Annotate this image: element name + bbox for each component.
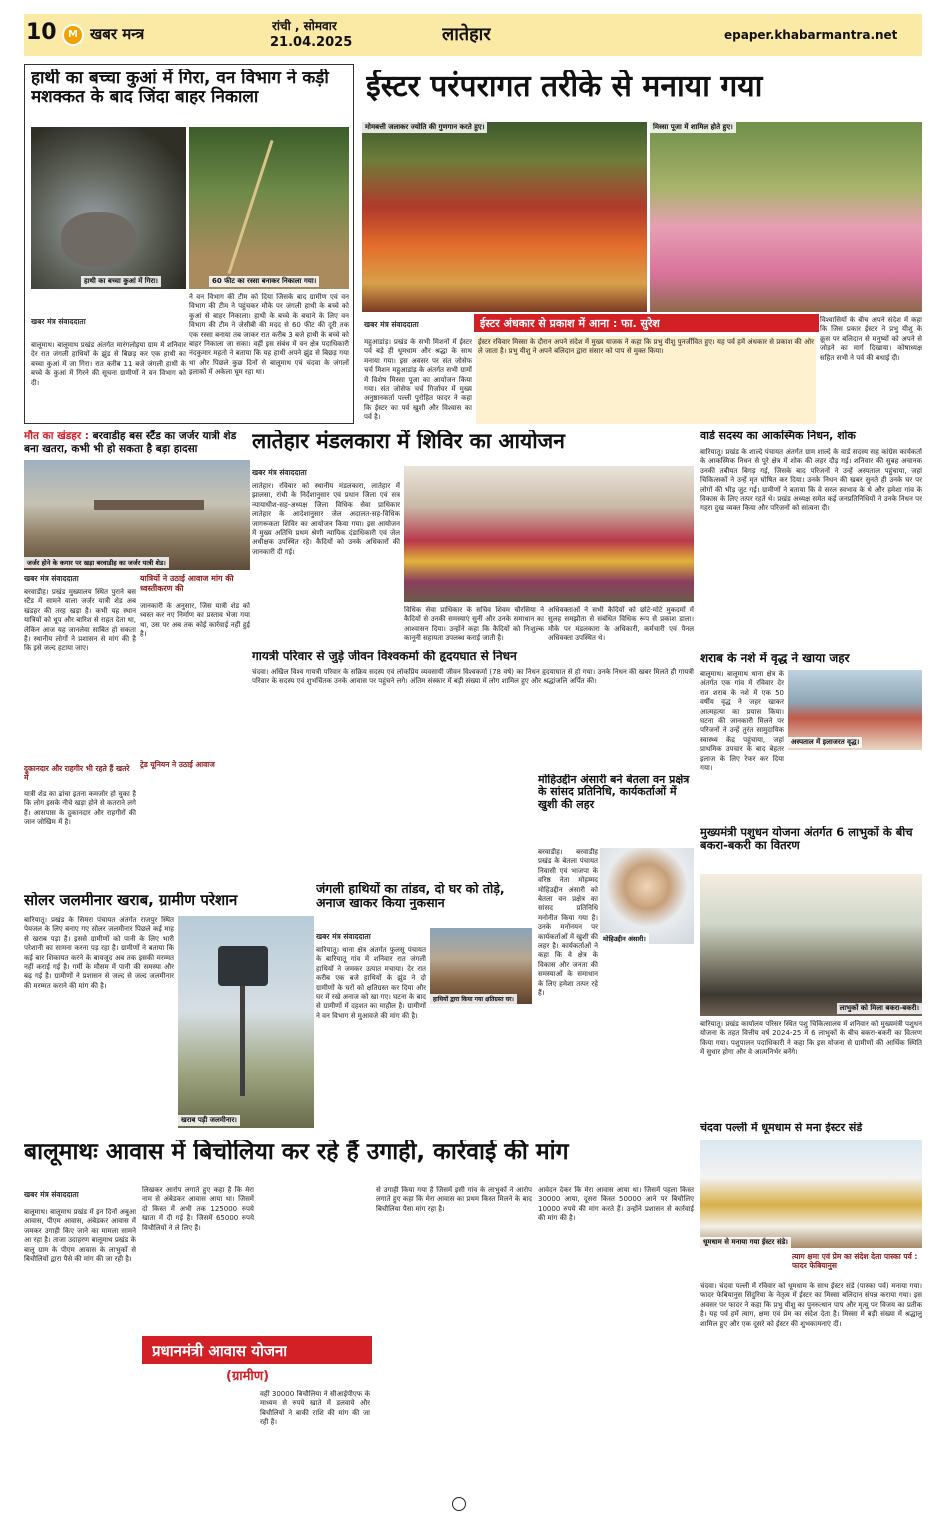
mohiuddin-story bbox=[538, 774, 694, 1112]
baby-elephant-shape bbox=[61, 212, 136, 267]
pmay-ad bbox=[142, 1336, 372, 1388]
chandwa-caption: धूमधाम से मनाया गया ईस्टर संडे। bbox=[700, 1237, 791, 1248]
chandwa-story bbox=[700, 1122, 922, 1500]
camp-photo bbox=[404, 466, 694, 602]
epaper-url[interactable]: epaper.khabarmantra.net bbox=[724, 28, 898, 42]
shed-roof bbox=[94, 500, 204, 510]
pmay-title: प्रधानमंत्री आवास योजना bbox=[152, 1342, 288, 1360]
wild-elephant-byline: खबर मंत्र संवाददाता bbox=[316, 932, 371, 941]
awas-body-4: से उगाही किया गया है जिसमें इसी गांव के लाभुकों ने आरोप लगाते हुए कहा कि मेरा आवास का प्रथम किस्त मिलने के बाद बिचौलिया पैसा मांग रहा है। bbox=[376, 1186, 532, 1213]
elephant-headline: हाथी का बच्चा कुआं में गिरा, वन विभाग ने कड़ी मशक्कत के बाद जिंदा बाहर निकाला bbox=[31, 69, 329, 108]
solar-caption: खराब पड़ी जलमीनार। bbox=[178, 1115, 240, 1126]
elephant-body-2: ने वन विभाग की टीम को दिया जिसके बाद ग्रामीण एवं वन विभाग की टीम ने पहुंचकर मौके पर जंगली हाथी के बच्चे को कुआं से बाहर निकाला। हाथी के बच्चे के बचाने के लिए वन विभाग की टीम ने जेसीबी की मदद से 60 फीट की दूरी तक एक रस्सा बनाया तब जाकर रात करीब 3 बजे हाथी के बच्चे को बाहर निकाला जा सका। वहीं इस संबंध में वन क्षेत्र पदाधिकारी नंदकुमार महतो ने बताया कि यह हाथी अपने झुंड से बिछड़ गया था और पिछले कुछ दिनों से बालूमाथ एवं चंदवा के जंगलों इलाकों में अकेला घूम रहा था। bbox=[189, 293, 349, 377]
water-tank-shape bbox=[218, 946, 268, 986]
bus-stand-sub-1: यात्रियों ने उठाई आवाज मांग की ध्वस्तीकरण की bbox=[140, 574, 234, 593]
brand-name: खबर मन्त्र bbox=[90, 25, 145, 43]
chandwa-headline: चंदवा पल्ली में धूमधाम से मना ईस्टर संडे bbox=[700, 1122, 863, 1134]
elephant-story bbox=[24, 64, 354, 424]
wild-elephant-body: बारियातू। थाना क्षेत्र अंतर्गत फुलसू पंचायत के बारियातू गांव में शनिवार रात जंगली हाथियों ने जमकर उत्पात मचाया। देर रात करीब एक बजे हाथियों के झुंड ने दो ग्रामीणों के घरों को क्षतिग्रस्त कर दिया और घर में रखे अनाज को खा गए। घटना के बाद से ग्रामीणों में दहशत का माहौल है। ग्रामीणों ने वन विभाग से मुआवजे की मांग की है। bbox=[316, 946, 426, 1020]
damaged-house-caption: हाथियों द्वारा किया गया क्षतिग्रस्त घर। bbox=[430, 994, 517, 1004]
camp-body-3: अधिवक्ताओं ने सभी कैदियों को छोटे-मोटे मुकदमों में सुलह समझौता से संबंधित विधिक रूप से प्रकाश डाला। मौके पर मंडलकारा के अधिकारी, कर्मचारी एवं पैनल अधिवक्ता उपस्थित थे। bbox=[548, 606, 694, 643]
page-number: 10 bbox=[26, 20, 57, 45]
goat-headline: मुख्यमंत्री पशुधन योजना अंतर्गत 6 लाभुकों के बीच बकरा-बकरी का वितरण bbox=[700, 826, 913, 852]
candle-photo-caption: मोमबत्ती जलाकर ज्योति की गुणगान करते हुए। bbox=[362, 122, 487, 133]
solar-headline: सोलर जलमीनार खराब, ग्रामीण परेशान bbox=[24, 892, 238, 909]
easter-banner bbox=[474, 314, 819, 332]
bus-shed-photo bbox=[24, 460, 250, 570]
bus-stand-sub-3: ट्रेड यूनियन ने उठाई आवाज bbox=[140, 760, 215, 769]
easter-byline: खबर मंत्र संवाददाता bbox=[364, 320, 419, 329]
chandwa-sub: त्याग क्षमा एवं प्रेम का संदेश देता पास्का पर्व : फादर फेबियानुस bbox=[792, 1252, 918, 1270]
easter-body-3: विश्वासियों के बीच अपने संदेश में कहा कि जिस प्रकार ईस्टर ने प्रभु यीशु के क्रूस पर बलिदान से मनुष्यों को अपने से जोड़ने का मार्ग दिखाया। कोषाध्यक्ष सहित सभी ने पर्व की बधाई दी। bbox=[820, 316, 922, 362]
goat-story bbox=[700, 826, 922, 1118]
bus-shed-caption: जर्जर होने के कगार पर खड़ा बरवाडीह का जर्जर यात्री शेड। bbox=[24, 557, 169, 568]
elephant-byline: खबर मंत्र संवाददाता bbox=[31, 317, 86, 326]
bus-stand-headline-red: मौत का खंडहर : bbox=[24, 430, 90, 442]
camp-headline: लातेहार मंडलकारा में शिविर का आयोजन bbox=[252, 430, 565, 453]
drunk-story bbox=[700, 652, 922, 818]
easter-body-1: महुआडांड़। प्रखंड के सभी मिशनों में ईस्टर पर्व बड़े ही धूमधाम और श्रद्धा के साथ मनाया गया। इस अवसर पर संत जोसेफ चर्च मिशन महुआडांड़ के अंतर्गत सभी ग्रामों में विशेष मिस्सा पूजा का आयोजन किया गया। संत जोसेफ चर्च गिर्जाघर में मुख्य अनुष्ठानकर्ता पल्ली पुरोहित फादर ने कहा कि ईस्टर का पर्व खुशी और विश्वास का पर्व है। bbox=[364, 338, 472, 422]
hospital-photo bbox=[788, 670, 922, 750]
mass-photo-caption: मिस्सा पूजा में शामिल होते हुए। bbox=[650, 122, 736, 133]
easter-banner-text: ईस्टर अंधकार से प्रकाश में आना : फा. सुरेश bbox=[480, 317, 660, 330]
place-day: रांची , सोमवार bbox=[272, 19, 337, 33]
goat-caption: लाभुकों को मिला बकरा-बकरी। bbox=[837, 1003, 922, 1014]
elephant-body-1: बालूमाथ। बालूमाथ प्रखंड अंतर्गत मारंगलोइया ग्राम में शनिवार देर रात जंगली हाथियों के झुंड से बिछड़ कर एक हाथी का बच्चा कुआं में जा गिरा। रात करीब 11 बजे जंगली हाथी के बच्चे के कुआं में गिरने की सूचना ग्रामीणों ने वन विभाग को दी। bbox=[31, 341, 186, 387]
drunk-headline: शराब के नशे में वृद्ध ने खाया जहर bbox=[700, 652, 850, 665]
ward-member-headline: वार्ड सदस्य का आकस्मिक निधन, शोक bbox=[700, 430, 856, 442]
solar-body: बारियातू। प्रखंड के सिमरा पंचायत अंतर्गत राजपुर स्थित पेयजल के लिए बनाए गए सोलर जलमीनार पिछले कई माह से खराब पड़ा है। इससे ग्रामीणों को पानी के लिए भारी परेशानी का सामना करना पड़ रहा है। ग्रामीणों ने बताया कि कई बार शिकायत करने के बावजूद अब तक इसकी मरम्मत नहीं कराई गई है। गर्मी के मौसम में पानी की समस्या और बढ़ गई है। ग्रामीणों ने प्रशासन से जल्द से जल्द जलमीनार की मरम्मत कराने की मांग की है। bbox=[24, 916, 174, 990]
awas-byline: खबर मंत्र संवाददाता bbox=[24, 1190, 79, 1199]
goat-body: बारियातू। प्रखंड कार्यालय परिसर स्थित पशु चिकित्सालय में शनिवार को मुख्यमंत्री पशुधन योजना के तहत वित्तीय वर्ष 2024-25 में 6 लाभुकों के बीच बकरा-बकरी का वितरण किया गया। पशुपालन पदाधिकारी ने कहा कि इस योजना से ग्रामीणों की आर्थिक स्थिति में सुधार होगा और वे आत्मनिर्भर बनेंगे। bbox=[700, 1020, 922, 1057]
bus-stand-body-1b: जानकारी के अनुसार, जिस यात्री शेड को ध्वस्त कर नए निर्माण का प्रस्ताव भेजा गया था, उस पर अब तक कोई कार्रवाई नहीं हुई है। bbox=[140, 602, 250, 639]
camp-body-1: लातेहार। रविवार को स्थानीय मंडलकारा, लातेहार में झालसा, रांची के निर्देशानुसार एवं प्रधान जिला एवं सत्र न्यायाधीश-सह-अध्यक्ष जिला विधिक सेवा प्राधिकार लातेहार के आदेशानुसार जेल अदालत-सह-विधिक जागरूकता शिविर का आयोजन किया गया। इस आयोजन में मुख्य अतिथि प्रथम श्रेणी न्यायिक दंडाधिकारी एवं जेल अधीक्षक उपस्थित रहे। कैदियों को उनके अधिकारों की जानकारी दी गई। bbox=[252, 482, 400, 556]
rope-photo-caption: 60 फीट का रस्सा बनाकर निकाला गया। bbox=[209, 276, 319, 287]
easter-headline: ईस्टर परंपरागत तरीके से मनाया गया bbox=[366, 70, 763, 104]
elephant-well-photo bbox=[31, 127, 186, 289]
wild-elephant-headline: जंगली हाथियों का तांडव, दो घर को तोड़े, अनाज खाकर किया नुकसान bbox=[316, 882, 505, 910]
pmay-subtitle: (ग्रामीण) bbox=[226, 1369, 270, 1384]
ward-member-story bbox=[700, 430, 922, 648]
registration-mark-icon bbox=[452, 1497, 466, 1511]
goat-distribution-photo bbox=[700, 874, 922, 1016]
solar-tower-photo bbox=[178, 916, 314, 1128]
awas-body-1: बालूमाथ। बालूमाथ प्रखंड में इन दिनों अबुआ आवास, पीएम आवास, अंबेडकर आवास में जमकर उगाही किए जाने का मामला सामने आ रहा है। ताजा उदाहरण बालूमाथ प्रखंड के बालू ग्राम के पीएम आवास के लाभुकों से बिचौलियों द्वारा पैसे की मांग की जा रही है। bbox=[24, 1208, 136, 1264]
awas-headline: बालूमाथः आवास में बिचोलिया कर रहे हैं उगाही, कार्रवाई की मांग bbox=[24, 1140, 569, 1165]
mohiuddin-caption: मोहिउद्दीन अंसारी। bbox=[600, 933, 649, 944]
easter-story bbox=[362, 64, 922, 424]
bus-stand-story bbox=[24, 430, 250, 888]
mohiuddin-headline: मोहिउद्दीन अंसारी बने बेतला वन प्रक्षेत्र के सांसद प्रतिनिधि, कार्यकर्ताओं में खुशी की लहर bbox=[538, 774, 690, 811]
bus-stand-headline bbox=[24, 430, 250, 455]
gaytri-story bbox=[252, 650, 694, 770]
awas-body-3: वहीं 30000 बिचौलिया ने सीआईपीएफ के माध्यम से रुपये खाते में डलवाये और बिचौलियों ने बाकी राशि की मांग की जा रही है। bbox=[260, 1390, 370, 1427]
gaytri-body: चंदवा। अखिल विश्व गायत्री परिवार के सक्रिय सदस्य एवं लोकप्रिय व्यवसायी जीवन विश्वकर्मा (78 वर्ष) का निधन हृदयाघात से हो गया। उनके निधन की खबर मिलते ही गायत्री परिवार के सदस्य एवं शुभचिंतक उनके आवास पर पहुंचने लगे। अंतिम संस्कार में बड़ी संख्या में लोग शामिल हुए और श्रद्धांजलि अर्पित की। bbox=[252, 668, 694, 686]
candle-service-photo bbox=[362, 122, 647, 312]
hospital-caption: अस्पताल में इलाजरत वृद्ध। bbox=[788, 737, 862, 748]
camp-byline: खबर मंत्र संवाददाता bbox=[252, 468, 307, 477]
bus-stand-body-2: यात्री शेड का ढांचा इतना कमजोर हो चुका है कि लोग इसके नीचे खड़ा होने से कतराने लगे हैं। आसपास के दुकानदार और राहगीरों की जान जोखिम में है। bbox=[24, 790, 136, 827]
chandwa-mass-photo bbox=[700, 1140, 922, 1248]
solar-story bbox=[24, 892, 314, 1128]
brand-logo-icon: M bbox=[62, 24, 84, 46]
drunk-body: बालूमाथ। बालूमाथ थाना क्षेत्र के अंतर्गत एक गांव में रविवार देर रात शराब के नशे में एक 50 वर्षीय वृद्ध ने जहर खाकर आत्महत्या का प्रयास किया। घटना की जानकारी मिलने पर परिजनों ने उन्हें तुरंत सामुदायिक स्वास्थ्य केंद्र पहुंचाया, जहां प्राथमिक उपचार के बाद बेहतर इलाज के लिए रेफर कर दिया गया। bbox=[700, 670, 784, 773]
elephant-photo-caption: हाथी का बच्चा कुआं में गिरा। bbox=[81, 276, 161, 287]
gaytri-headline: गायत्री परिवार से जुड़े जीवन विश्वकर्मा की हृदयघात से निधन bbox=[252, 650, 517, 663]
header-bar bbox=[24, 14, 922, 56]
awas-body-5: आवेदन देकर कि मेरा आवास आया था। जिसमें पहला किस्त 30000 आया, दूसरा किस्त 50000 आने पर बिचौलिए 10000 रुपये की मांग करते हैं। उन्होंने प्रशासन से कार्रवाई की मांग की है। bbox=[538, 1186, 694, 1223]
camp-body-2: विधिक सेवा प्राधिकार के सचिव शिवम चौरसिया ने कैदियों से उनकी समस्याएं सुनीं और उनके समाधान का आश्वासन दिया। उन्होंने कहा कि कैदियों को निःशुल्क कानूनी सहायता उपलब्ध कराई जाती है। bbox=[404, 606, 544, 643]
wild-elephant-story bbox=[316, 882, 532, 1128]
damaged-house-photo bbox=[430, 928, 532, 1004]
rope-line bbox=[227, 140, 273, 274]
section-name: लातेहार bbox=[442, 24, 491, 45]
tower-pole bbox=[240, 986, 245, 1096]
mohiuddin-portrait bbox=[600, 848, 694, 944]
easter-body-2: ईस्टर रविवार मिस्सा के दौरान अपने संदेश में मुख्य याजक ने कहा कि प्रभु यीशु पुनर्जीवित हुए। यह पर्व हमें अंधकार से प्रकाश की ओर ले जाता है। प्रभु यीशु ने अपने बलिदान द्वारा संसार को पाप से मुक्त किया। bbox=[476, 336, 816, 424]
rescue-rope-photo bbox=[189, 127, 349, 289]
camp-story bbox=[252, 430, 694, 646]
issue-date: 21.04.2025 bbox=[270, 35, 353, 50]
pmay-title-bar bbox=[142, 1336, 372, 1364]
awas-story bbox=[24, 1140, 694, 1495]
bus-stand-headline-text: बरवाडीह बस स्टैंड का जर्जर यात्री शेड बना खतरा, कभी भी हो सकता है बड़ा हादसा bbox=[24, 430, 237, 455]
mohiuddin-body: बरवाडीह। बरवाडीह प्रखंड के बेतला पंचायत निवासी एवं भाजपा के वरिष्ठ नेता मोहम्मद मोहिउद्दीन अंसारी को बेतला वन प्रक्षेत्र का सांसद प्रतिनिधि मनोनीत किया गया है। उनके मनोनयन पर कार्यकर्ताओं में खुशी की लहर है। कार्यकर्ताओं ने कहा कि वे क्षेत्र के विकास और जनता की समस्याओं के समाधान के लिए हमेशा तत्पर रहे हैं। bbox=[538, 848, 598, 998]
awas-body-2: लिखकर आरोप लगाते हुए कहा है कि मेरा नाम से अंबेडकर आवास आया था। जिसमें दो किस्त में अभी तक 125000 रुपये खाता में दी गई है। जिसमें 65000 रुपये विचौलियों ने ले लिए हैं। bbox=[142, 1186, 254, 1232]
bus-stand-body-1: बरवाडीह। प्रखंड मुख्यालय स्थित पुराने बस स्टैंड में सामने वाला जर्जर यात्री शेड अब खंडहर की तरह खड़ा है। कभी यह स्थान यात्रियों को धूप और बारिश से राहत देता था, लेकिन आज यह जानलेवा साबित हो सकता है। स्थानीय लोगों ने प्रशासन से मांग की है कि इसे जल्द हटाया जाए। bbox=[24, 588, 136, 653]
bus-stand-sub-2: दुकानदार और राहगीर भी रहते हैं खतरे में bbox=[24, 764, 130, 782]
bus-stand-byline: खबर मंत्र संवाददाता bbox=[24, 574, 79, 583]
mass-women-photo bbox=[650, 122, 922, 312]
chandwa-body: चंदवा। चंदवा पल्ली में रविवार को धूमधाम के साथ ईस्टर संडे (पास्का पर्व) मनाया गया। फादर फेबियानुस सिंदुरिया के नेतृत्व में ईस्टर का मिस्सा बलिदान संपन्न कराया गया। इस अवसर पर फादर ने कहा कि प्रभु यीशु का पुनरुत्थान पाप और मृत्यु पर विजय का प्रतीक है। यह पर्व हमें त्याग, क्षमा एवं प्रेम का संदेश देता है। मिस्सा में बड़ी संख्या में श्रद्धालु शामिल हुए और एक दूसरे को ईस्टर की शुभकामनाएं दीं। bbox=[700, 1282, 922, 1328]
ward-member-body: बारियातू। प्रखंड के शाल्दे पंचायत अंतर्गत ग्राम शाल्दे के वार्ड सदस्य सह कांग्रेस कार्यकर्ता के आकस्मिक निधन से पूरे क्षेत्र में शोक की लहर दौड़ गई। शनिवार की सुबह अचानक उनकी तबीयत बिगड़ गई, जिसके बाद परिजनों ने उन्हें अस्पताल पहुंचाया, जहां चिकित्सकों ने उन्हें मृत घोषित कर दिया। उनके निधन की खबर सुनते ही उनके घर पर लोगों की भीड़ जुट गई। ग्रामीणों ने बताया कि वे सरल स्वभाव के थे और हमेशा गांव के विकास के लिए तत्पर रहते थे। प्रखंड अध्यक्ष समेत कई जनप्रतिनिधियों ने उनके निधन पर गहरा दुख व्यक्त किया और परिजनों को सांत्वना दी। bbox=[700, 448, 922, 513]
